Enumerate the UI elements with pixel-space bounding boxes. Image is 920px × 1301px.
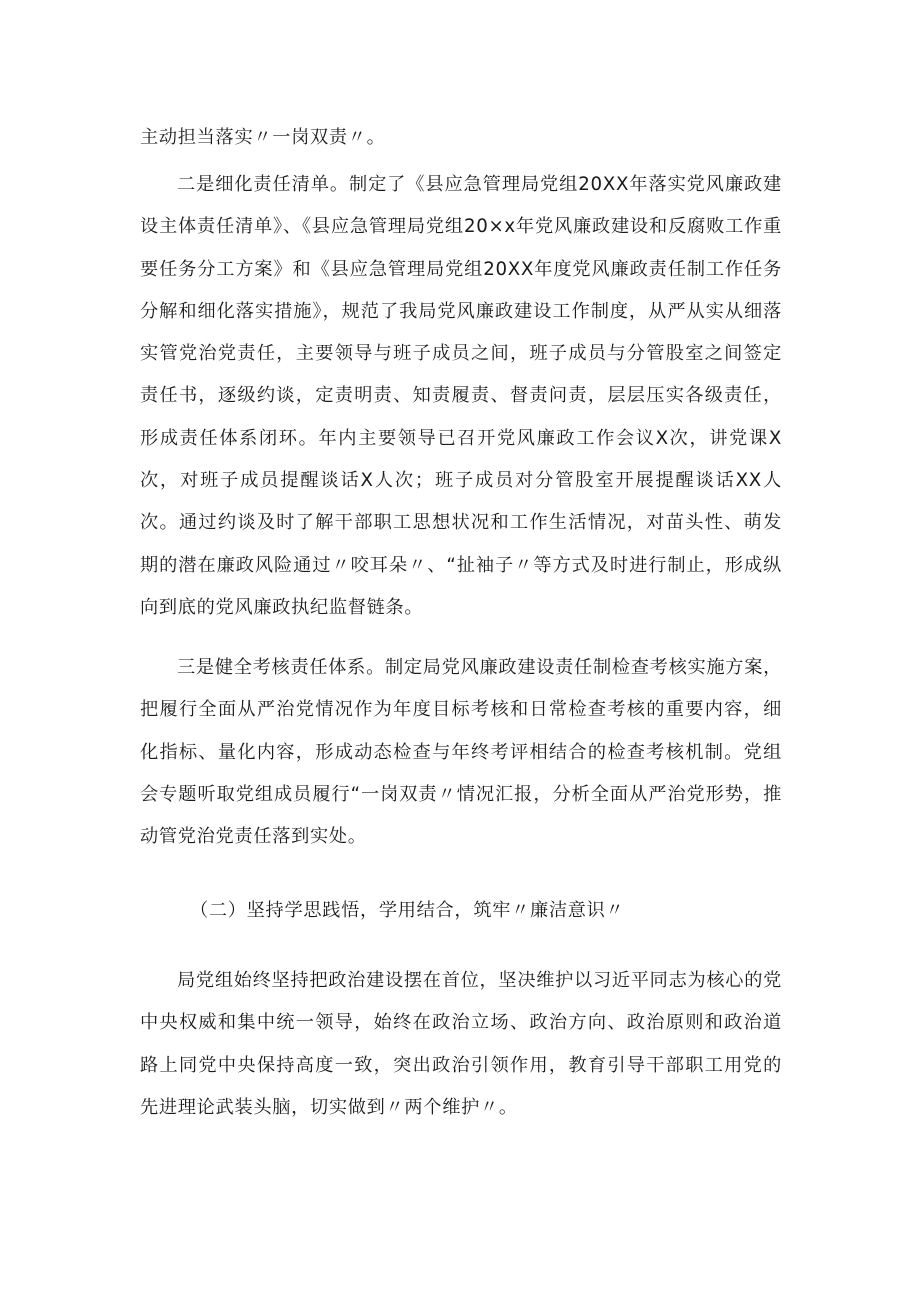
section-heading: （二）坚持学思践悟，学用结合，筑牢〃廉洁意识〃 bbox=[190, 900, 625, 921]
paragraph-political-construction: 局党组始终坚持把政治建设摆在首位，坚决维护以习近平同志为核心的党中央权威和集中统一领导，始终在政治立场、政治方向、政治原则和政治道路上同党中央保持高度一致，突出政治引领作用，教育引导干部职工用党的先进理论武装头脑，切实做到〃两个维护〃。 bbox=[140, 970, 782, 1118]
paragraph-responsibility-list: 二是细化责任清单。制定了《县应急管理局党组20XX年落实党风廉政建设主体责任清单》、《县应急管理局党组20×x年党风廉政建设和反腐败工作重要任务分工方案》和《县应急管理局党组20XX年度党风廉政责任制工作任务分解和细化落实措施》，规范了我局党风廉政建设工作制度，从严从实从细落实管党治党责任，主要领导与班子成员之间，班子成员与分管股室之间签定责任书，逐级约谈，定责明责、知责履责、督责问责，层层压实各级责任，形成责任体系闭环。年内主要领导已召开党风廉政工作会议X次，讲党课X次，对班子成员提醒谈话X人次；班子成员对分管股室开展提醒谈话XX人次。通过约谈及时了解干部职工思想状况和工作生活情况，对苗头性、萌发期的潜在廉政风险通过〃咬耳朵〃、“扯袖子〃等方式及时进行制止，形成纵向到底的党风廉政执纪监督链条。 bbox=[140, 174, 782, 618]
paragraph-assessment-system: 三是健全考核责任体系。制定局党风廉政建设责任制检查考核实施方案，把履行全面从严治党情况作为年度目标考核和日常检查考核的重要内容，细化指标、量化内容，形成动态检查与年终考评相结合的检查考核机制。党组会专题听取党组成员履行“一岗双责〃情况汇报，分析全面从严治党形势，推动管党治党责任落到实处。 bbox=[140, 657, 782, 848]
paragraph-continuation: 主动担当落实〃一岗双责〃。 bbox=[140, 127, 386, 148]
